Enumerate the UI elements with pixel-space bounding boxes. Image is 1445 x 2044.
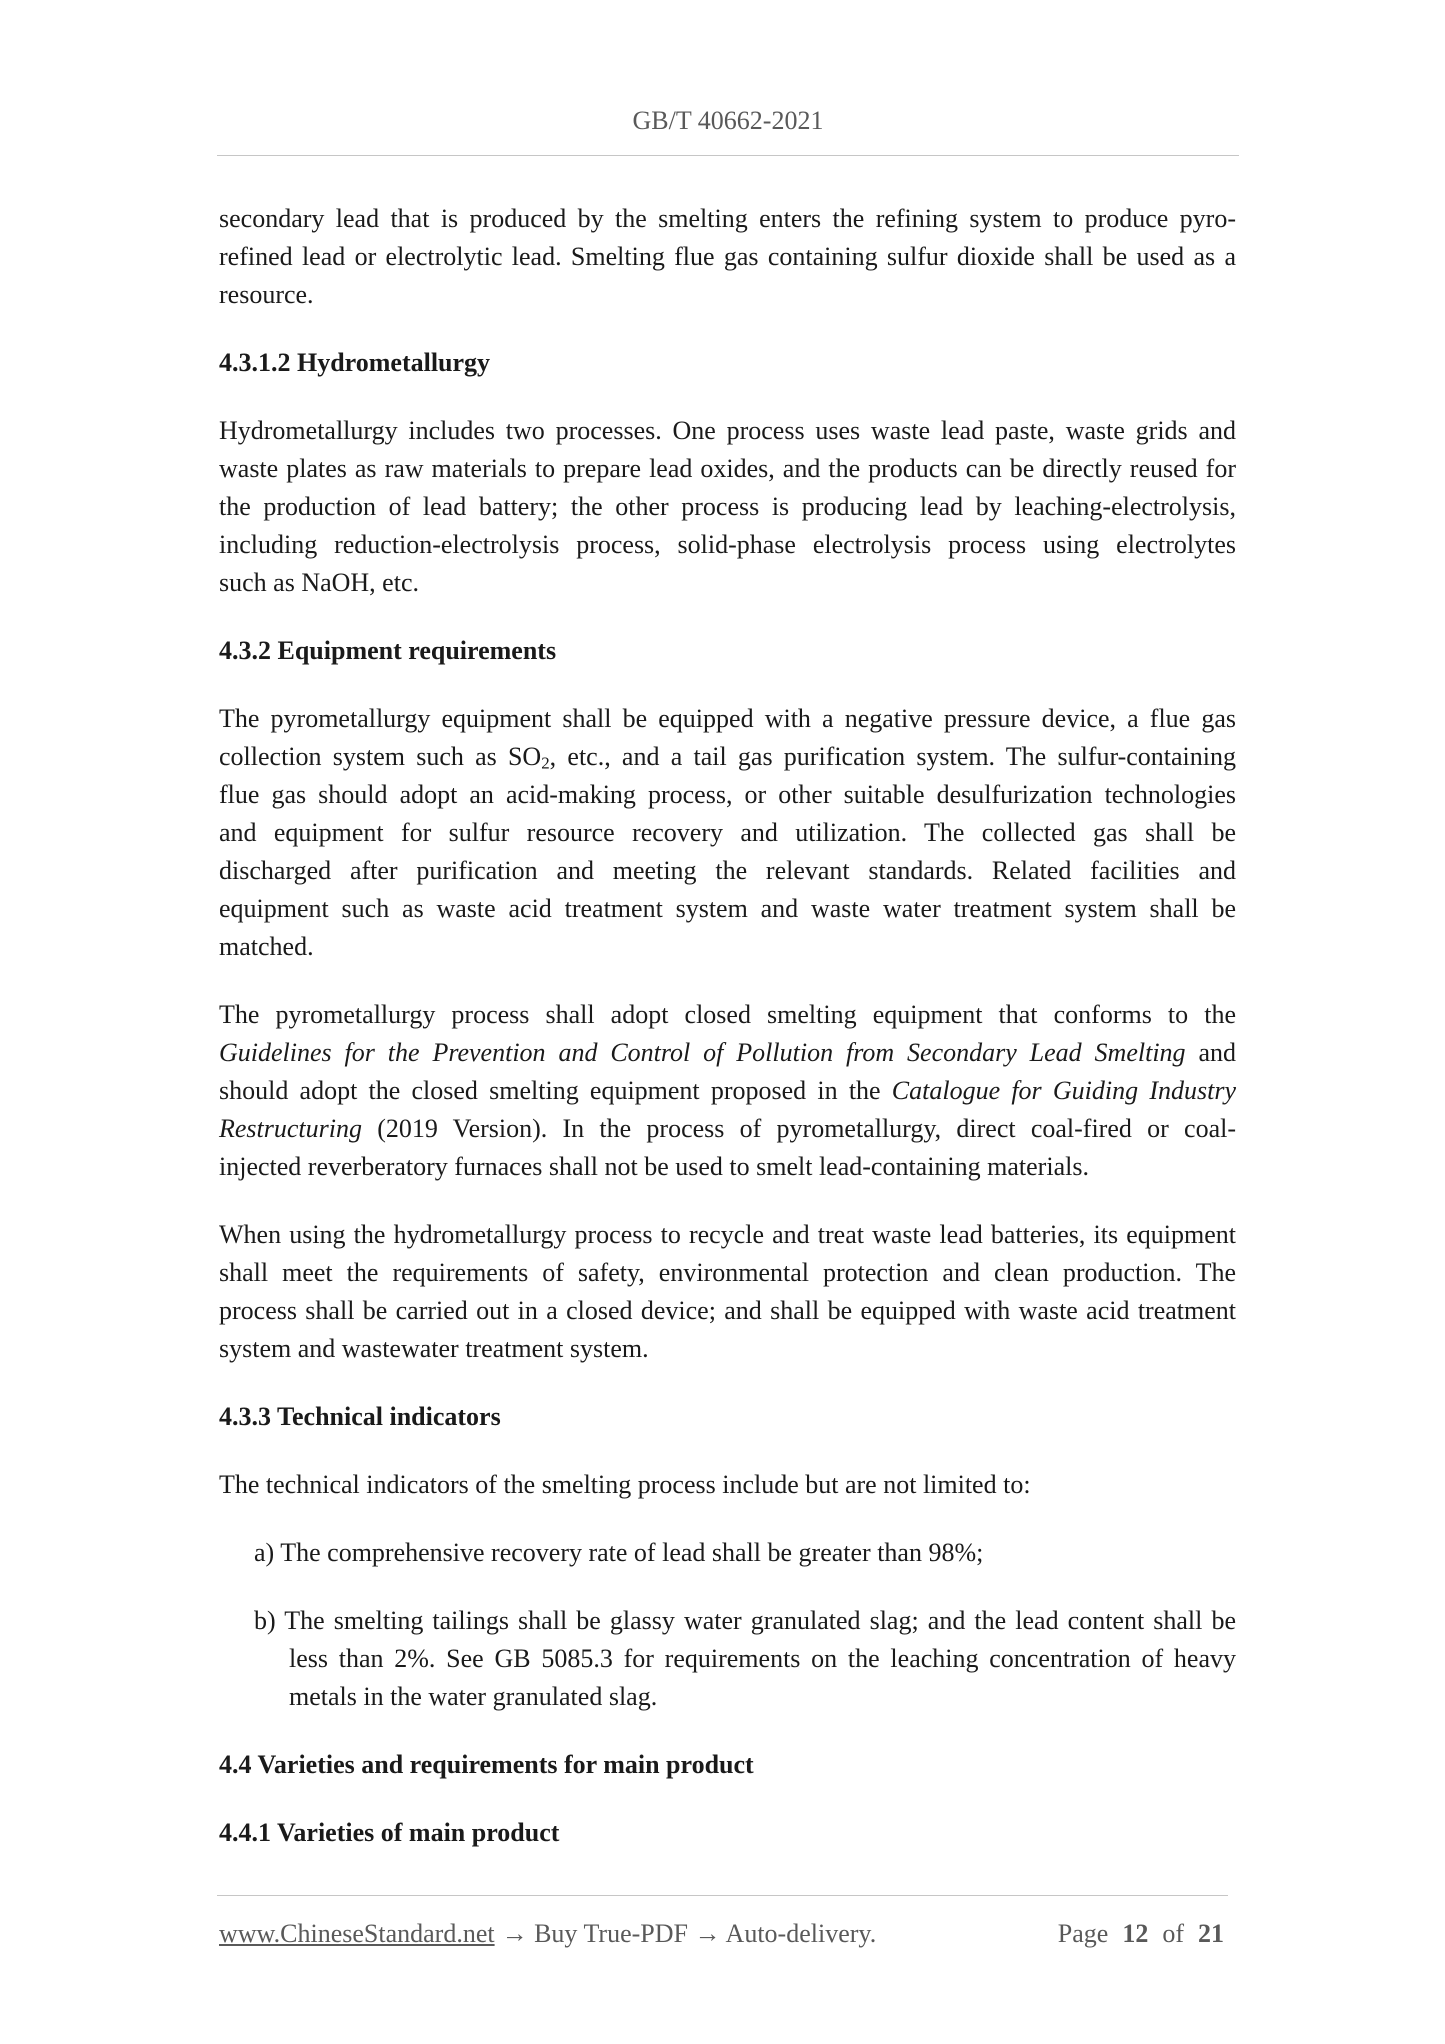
footer-tagline: → Buy True-PDF → Auto-delivery. [501,1919,877,1948]
paragraph-line: the production of lead battery; the other process is producing lead by leaching-electrolysis, [219,492,1236,521]
document-number-header: GB/T 40662-2021 [632,106,824,135]
paragraph-line [219,738,1236,776]
document-title-italic: Restructuring [219,1114,362,1143]
footer-promo [219,1915,876,1953]
paragraph-line: such as NaOH, etc. [219,568,419,597]
paragraph-line: The pyrometallurgy equipment shall be equipped with a negative pressure device, a flue gas [219,704,1236,733]
paragraph-equipment-3 [219,1216,1236,1368]
list-item-a: a) The comprehensive recovery rate of lead shall be greater than 98%; [254,1538,984,1567]
paragraph-line [219,1034,1236,1072]
section-heading-4-3-3: 4.3.3 Technical indicators [219,1402,501,1431]
page-indicator [1058,1915,1224,1953]
website-link[interactable]: www.ChineseStandard.net [219,1919,495,1948]
subscript-text: 2 [541,753,550,773]
section-heading-4-3-1-2: 4.3.1.2 Hydrometallurgy [219,348,491,377]
paragraph-line: waste plates as raw materials to prepare lead oxides, and the products can be directly reused for [219,454,1236,483]
paragraph-line: matched. [219,932,314,961]
document-title-italic: Guidelines for the Prevention and Control of Pollution from Secondary Lead Smelting [219,1038,1186,1067]
list-item-line: metals in the water granulated slag. [289,1682,658,1711]
paragraph-hydrometallurgy [219,412,1236,602]
paragraph-line: and equipment for sulfur resource recovery and utilization. The collected gas shall be [219,818,1236,847]
header-divider [217,155,1239,156]
paragraph-continuation [219,200,1236,314]
paragraph-line: When using the hydrometallurgy process to recycle and treat waste lead batteries, its equipment [219,1220,1236,1249]
line-text: should adopt the closed smelting equipment proposed in the [219,1076,892,1105]
paragraph-line: including reduction-electrolysis process, solid-phase electrolysis process using electrolytes [219,530,1236,559]
paragraph-line: discharged after purification and meeting the relevant standards. Related facilities and [219,856,1236,885]
paragraph-line: secondary lead that is produced by the smelting enters the refining system to produce pyro- [219,204,1236,233]
paragraph-line [219,1110,1236,1148]
section-heading-4-4: 4.4 Varieties and requirements for main product [219,1750,754,1779]
page-of-label: of [1162,1919,1184,1948]
footer-divider [217,1895,1228,1896]
paragraph-indicators-intro: The technical indicators of the smelting process include but are not limited to: [219,1470,1031,1499]
paragraph-line: shall meet the requirements of safety, environmental protection and clean production. The [219,1258,1236,1287]
line-text: , etc., and a tail gas purification system. The sulfur-containing [549,742,1236,771]
line-text: (2019 Version). In the process of pyrometallurgy, direct coal-fired or coal- [362,1114,1236,1143]
list-item-b [219,1602,1236,1716]
paragraph-line: injected reverberatory furnaces shall not be used to smelt lead-containing materials. [219,1152,1089,1181]
paragraph-line: flue gas should adopt an acid-making process, or other suitable desulfurization technologies [219,780,1236,809]
list-item-line: b) The smelting tailings shall be glassy water granulated slag; and the lead content shall be [254,1606,1236,1635]
document-body [219,200,1236,1852]
paragraph-equipment-2 [219,996,1236,1186]
list-item-line: less than 2%. See GB 5085.3 for requirements on the leaching concentration of heavy [289,1644,1236,1673]
paragraph-line: resource. [219,280,314,309]
paragraph-line [219,1072,1236,1110]
page-label: Page [1057,1919,1109,1948]
line-text: collection system such as SO [219,742,542,771]
paragraph-line: Hydrometallurgy includes two processes. One process uses waste lead paste, waste grids and [219,416,1236,445]
document-title-italic: Catalogue for Guiding Industry [891,1076,1236,1105]
current-page-number: 12 [1122,1919,1149,1948]
paragraph-line: refined lead or electrolytic lead. Smelting flue gas containing sulfur dioxide shall be used as a [219,242,1236,271]
paragraph-line: equipment such as waste acid treatment system and waste water treatment system shall be [219,894,1236,923]
paragraph-equipment-1 [219,700,1236,966]
section-heading-4-4-1: 4.4.1 Varieties of main product [219,1818,560,1847]
section-heading-4-3-2: 4.3.2 Equipment requirements [219,636,557,665]
paragraph-line: process shall be carried out in a closed device; and shall be equipped with waste acid treatment [219,1296,1236,1325]
paragraph-line: The pyrometallurgy process shall adopt closed smelting equipment that conforms to the [219,1000,1236,1029]
total-page-number: 21 [1198,1919,1224,1948]
line-text: and [1185,1038,1236,1067]
paragraph-line: system and wastewater treatment system. [219,1334,649,1363]
